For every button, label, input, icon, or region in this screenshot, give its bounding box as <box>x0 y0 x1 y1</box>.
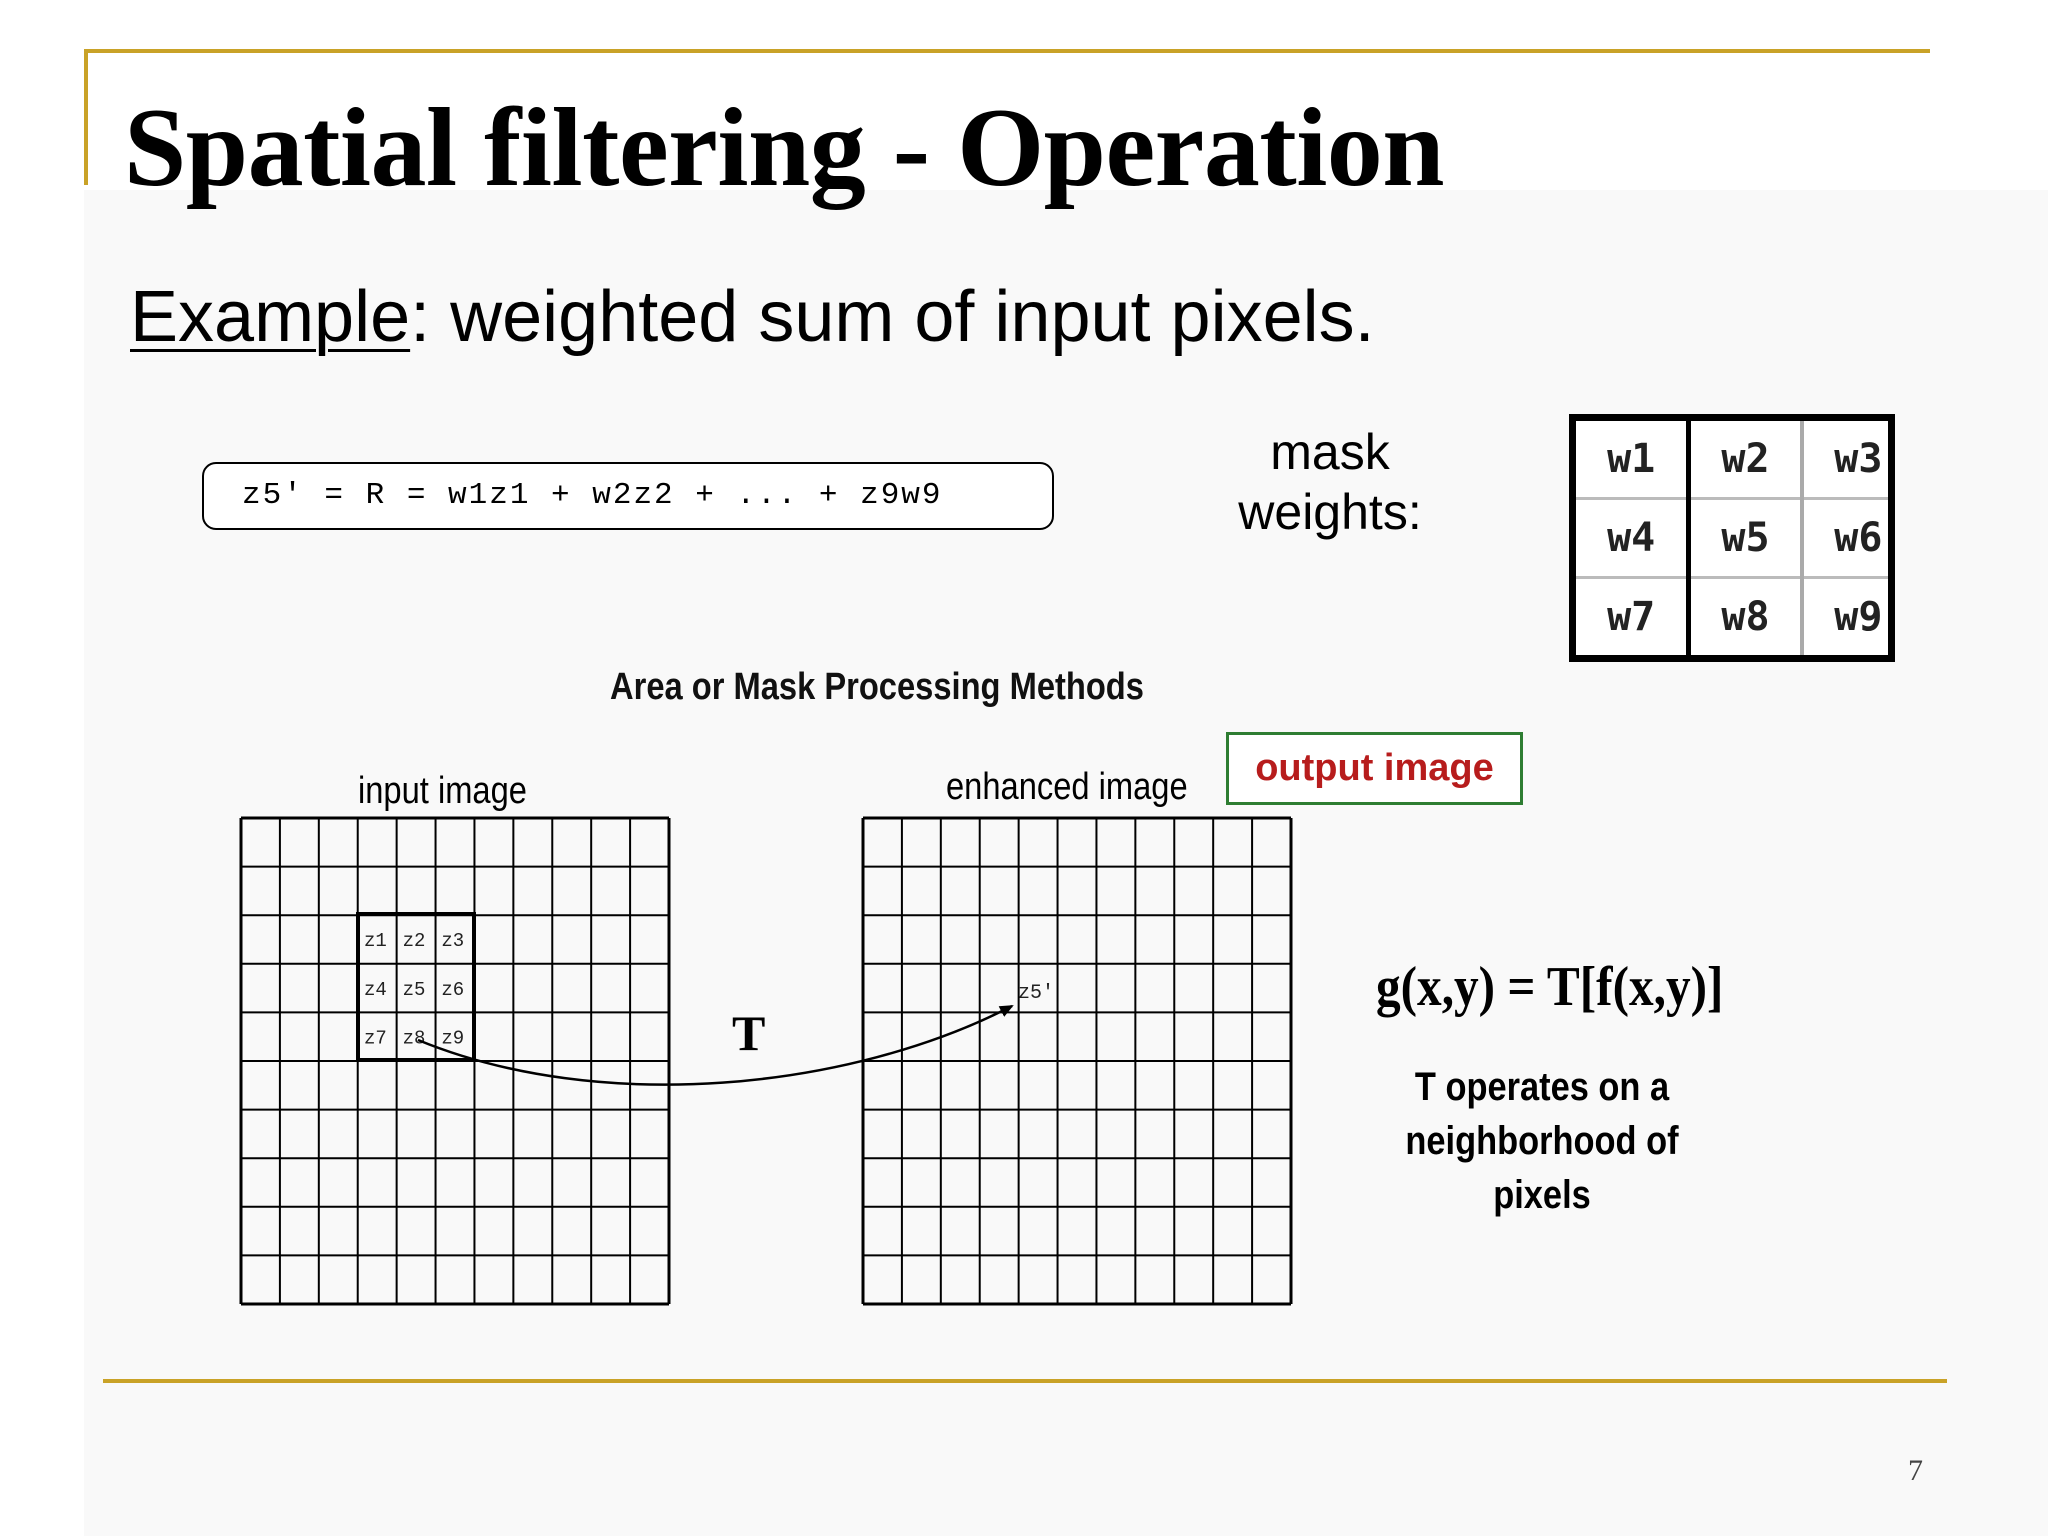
enhanced-image-label: enhanced image <box>946 766 1188 808</box>
input-image-label: input image <box>358 770 527 812</box>
neighborhood-cell-label: z9 <box>441 1027 465 1050</box>
mask-cell: w3 <box>1802 421 1895 498</box>
enhanced-image-grid <box>863 818 1291 1304</box>
subtitle-rest: : weighted sum of input pixels. <box>410 277 1375 357</box>
mask-cell: w2 <box>1689 421 1802 498</box>
neighborhood-cell-label: z2 <box>402 930 426 953</box>
subtitle-underlined: Example <box>130 277 411 357</box>
transform-arrow <box>418 1006 1012 1085</box>
caption-line1: T operates on a <box>1414 1065 1670 1109</box>
mask-cell: w5 <box>1689 498 1802 578</box>
neighborhood-cell-label: z7 <box>364 1027 387 1050</box>
neighborhood-cell-label: z5 <box>402 978 426 1001</box>
neighborhood-cell-label: z1 <box>364 930 387 953</box>
mask-cell: w4 <box>1576 498 1689 578</box>
neighborhood-cell-label: z3 <box>441 930 465 953</box>
transform-label: T <box>732 1005 766 1061</box>
transform-caption <box>1370 1060 1714 1222</box>
equation-text: z5' = R = w1z1 + w2z2 + ... + z9w9 <box>242 478 943 513</box>
page-number: 7 <box>1908 1454 1923 1487</box>
output-image-label: output image <box>1255 747 1494 789</box>
mask-cell: w7 <box>1576 578 1689 655</box>
section-title: Area or Mask Processing Methods <box>610 666 1144 708</box>
neighborhood-cell-label: z6 <box>441 978 465 1001</box>
neighborhood-cell-label: z8 <box>402 1027 426 1050</box>
bottom-rule <box>103 1379 1947 1383</box>
output-cell-label: z5' <box>1018 982 1055 1005</box>
caption-line2: neighborhood of pixels <box>1405 1119 1679 1217</box>
mask-cell: w1 <box>1576 421 1689 498</box>
mask-cell: w6 <box>1802 498 1895 578</box>
mask-cell: w9 <box>1802 578 1895 655</box>
mask-label-line1: mask <box>1270 424 1390 480</box>
transform-formula: g(x,y) = T[f(x,y)] <box>1376 956 1724 1018</box>
slide-title: Spatial filtering - Operation <box>124 86 1445 210</box>
mask-cell: w8 <box>1689 578 1802 655</box>
mask-label-line2: weights: <box>1238 484 1422 540</box>
neighborhood-cell-label: z4 <box>364 978 387 1001</box>
neighborhood-cells <box>364 930 464 1049</box>
